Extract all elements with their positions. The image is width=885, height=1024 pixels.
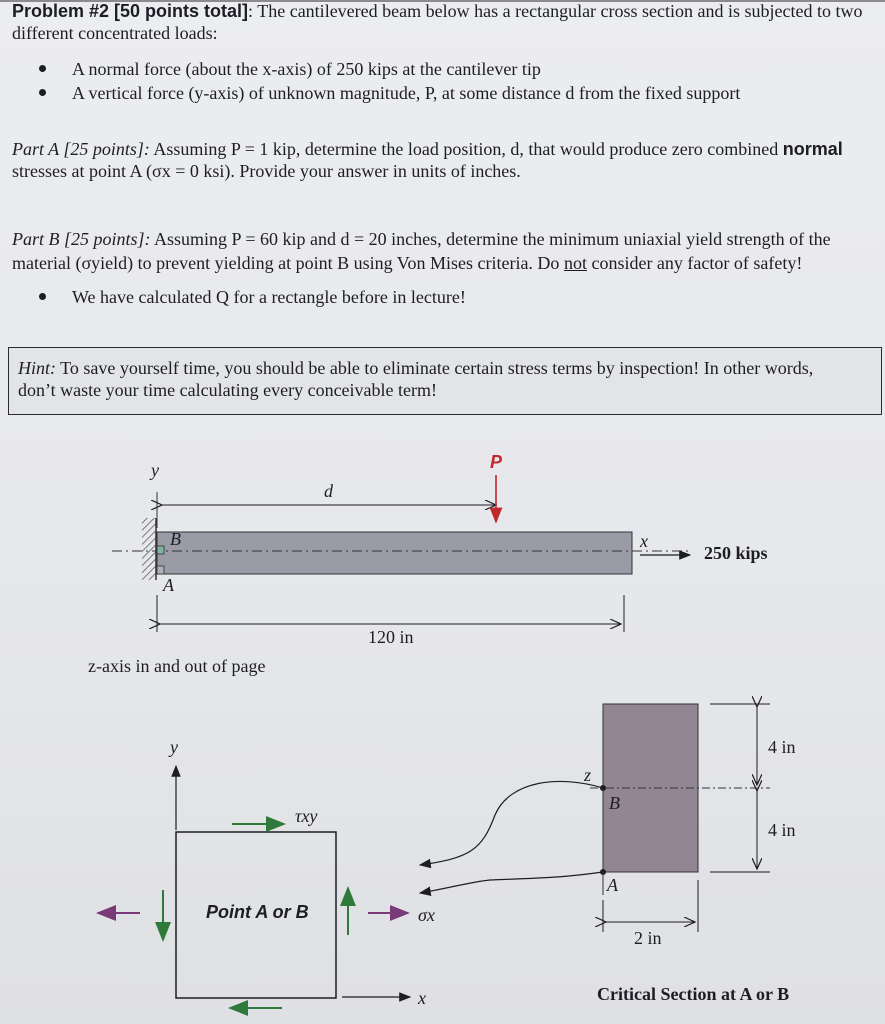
- hint-line1: Hint: To save yourself time, you should be able to eliminate certain stress terms by inspection! In other words,: [18, 358, 814, 378]
- hint-line2: don’t waste your time calculating every conceivable term!: [18, 380, 438, 400]
- problem-heading: Problem #2 [50 points total]: [12, 1, 249, 21]
- element-y-label: y: [170, 737, 178, 757]
- axial-force-label: 250 kips: [704, 543, 768, 563]
- point-a-or-b-label: Point A or B: [206, 902, 309, 922]
- width-dimension-label: 2 in: [634, 928, 662, 948]
- problem-intro-line2: different concentrated loads:: [12, 23, 218, 43]
- beam-y-label: y: [151, 460, 159, 480]
- point-a-marker: [157, 566, 164, 574]
- length-label: 120 in: [368, 627, 414, 647]
- bullet-normal-force: A normal force (about the x-axis) of 250 kips at the cantilever tip: [72, 59, 541, 79]
- top-dimension-label: 4 in: [768, 737, 796, 757]
- p-label: P: [490, 452, 503, 472]
- part-a-line1: Part A [25 points]: Assuming P = 1 kip, determine the load position, d, that would produce zero combined normal: [12, 139, 843, 159]
- not-underlined: not: [563, 253, 587, 273]
- section-caption: Critical Section at A or B: [597, 984, 790, 1004]
- part-a-label: Part A [25 points]:: [12, 139, 150, 159]
- section-z-label: z: [584, 765, 592, 785]
- d-label: d: [324, 481, 333, 501]
- part-b-bullet: We have calculated Q for a rectangle before in lecture!: [72, 287, 466, 307]
- element-x-label: x: [418, 988, 426, 1008]
- tau-label: τxy: [295, 806, 318, 826]
- section-point-b: [600, 785, 606, 791]
- beam-a-label: A: [163, 575, 174, 595]
- hint-label: Hint:: [18, 358, 56, 378]
- bottom-dimension-label: 4 in: [768, 820, 796, 840]
- beam: [157, 532, 632, 574]
- section-a-label: A: [607, 875, 618, 895]
- point-b-marker: [157, 546, 164, 554]
- part-b-label: Part B [25 points]:: [12, 229, 151, 249]
- sigma-label: σx: [418, 905, 435, 925]
- part-b-line2: material (σyield) to prevent yielding at point B using Von Mises criteria. Do not consider any factor of safety!: [12, 253, 803, 273]
- leader-curve-a: [420, 872, 603, 893]
- beam-b-label: B: [170, 529, 181, 549]
- problem-intro-line1: Problem #2 [50 points total]: The cantilevered beam below has a rectangular cross section and is subjected to two: [12, 1, 863, 21]
- z-axis-note: z-axis in and out of page: [88, 656, 266, 676]
- leader-curve-b: [420, 781, 603, 865]
- fixed-support-hatch: [142, 518, 156, 580]
- part-a-line2: stresses at point A (σx = 0 ksi). Provide your answer in units of inches.: [12, 161, 521, 181]
- section-b-label: B: [609, 793, 620, 813]
- part-a-emphasis: normal: [782, 139, 843, 159]
- beam-x-label: x: [640, 531, 648, 551]
- part-b-line1: Part B [25 points]: Assuming P = 60 kip and d = 20 inches, determine the minimum uniaxial yield strength of the: [12, 229, 831, 249]
- bullet-vertical-force: A vertical force (y-axis) of unknown magnitude, P, at some distance d from the fixed support: [72, 83, 741, 103]
